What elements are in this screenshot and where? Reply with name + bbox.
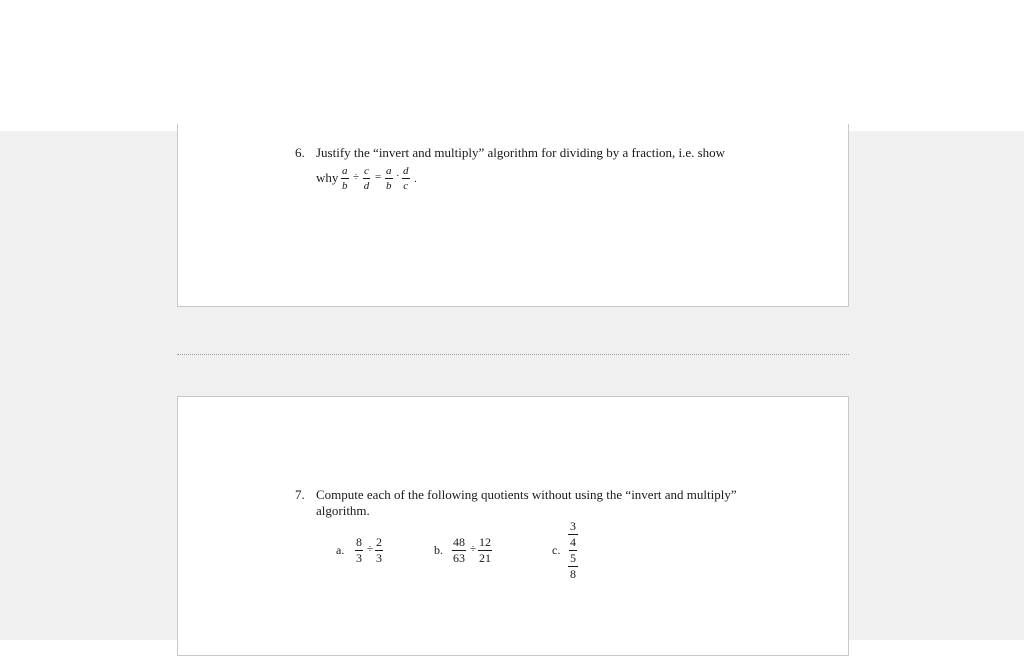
part-b-label: b.: [434, 543, 443, 557]
part-a-divide-sign: ÷: [367, 543, 374, 555]
question-7-text-line2: algorithm.: [316, 503, 370, 518]
formula-period: .: [414, 173, 417, 185]
part-c-bottom-numerator: 5: [570, 551, 576, 565]
part-b-fraction-2: $\frac{12}{21}$: [479, 535, 491, 565]
document-page-2: [177, 396, 849, 656]
question-6-why: why: [316, 170, 339, 185]
formula-equals-sign: =: [375, 171, 382, 183]
question-6-number: 6.: [295, 145, 305, 160]
part-c-top-denominator: 4: [570, 535, 576, 549]
page-break-divider: [177, 354, 849, 355]
part-b-fraction-1: $\frac{48}{63}$: [453, 535, 465, 565]
part-c-top-numerator: 3: [570, 519, 576, 533]
formula-multiply-dot: ·: [396, 170, 400, 182]
formula-divide-sign: ÷: [353, 171, 360, 183]
question-7-text-line1: Compute each of the following quotients without using the “invert and multiply”: [316, 487, 737, 502]
part-a-fraction-1: $\frac{8}{3}$: [356, 535, 362, 565]
part-a-fraction-2: $\frac{2}{3}$: [376, 535, 382, 565]
formula-fraction-c-over-d: $\frac{c}{d}$: [363, 165, 370, 192]
part-b-divide-sign: ÷: [470, 543, 477, 555]
formula-fraction-a-over-b: $\frac{a}{b}$: [342, 165, 348, 192]
part-c-bottom-denominator: 8: [570, 567, 576, 581]
formula-fraction-a-over-b-2: $\frac{a}{b}$: [386, 165, 392, 192]
part-c-complex-fraction: [568, 519, 578, 582]
question-6-text: Justify the “invert and multiply” algorithm for dividing by a fraction, i.e. show: [316, 145, 726, 160]
question-7-number: 7.: [295, 487, 305, 502]
part-a-label: a.: [336, 543, 345, 557]
part-c-label: c.: [552, 543, 561, 557]
formula-fraction-d-over-c: $\frac{d}{c}$: [403, 165, 409, 192]
